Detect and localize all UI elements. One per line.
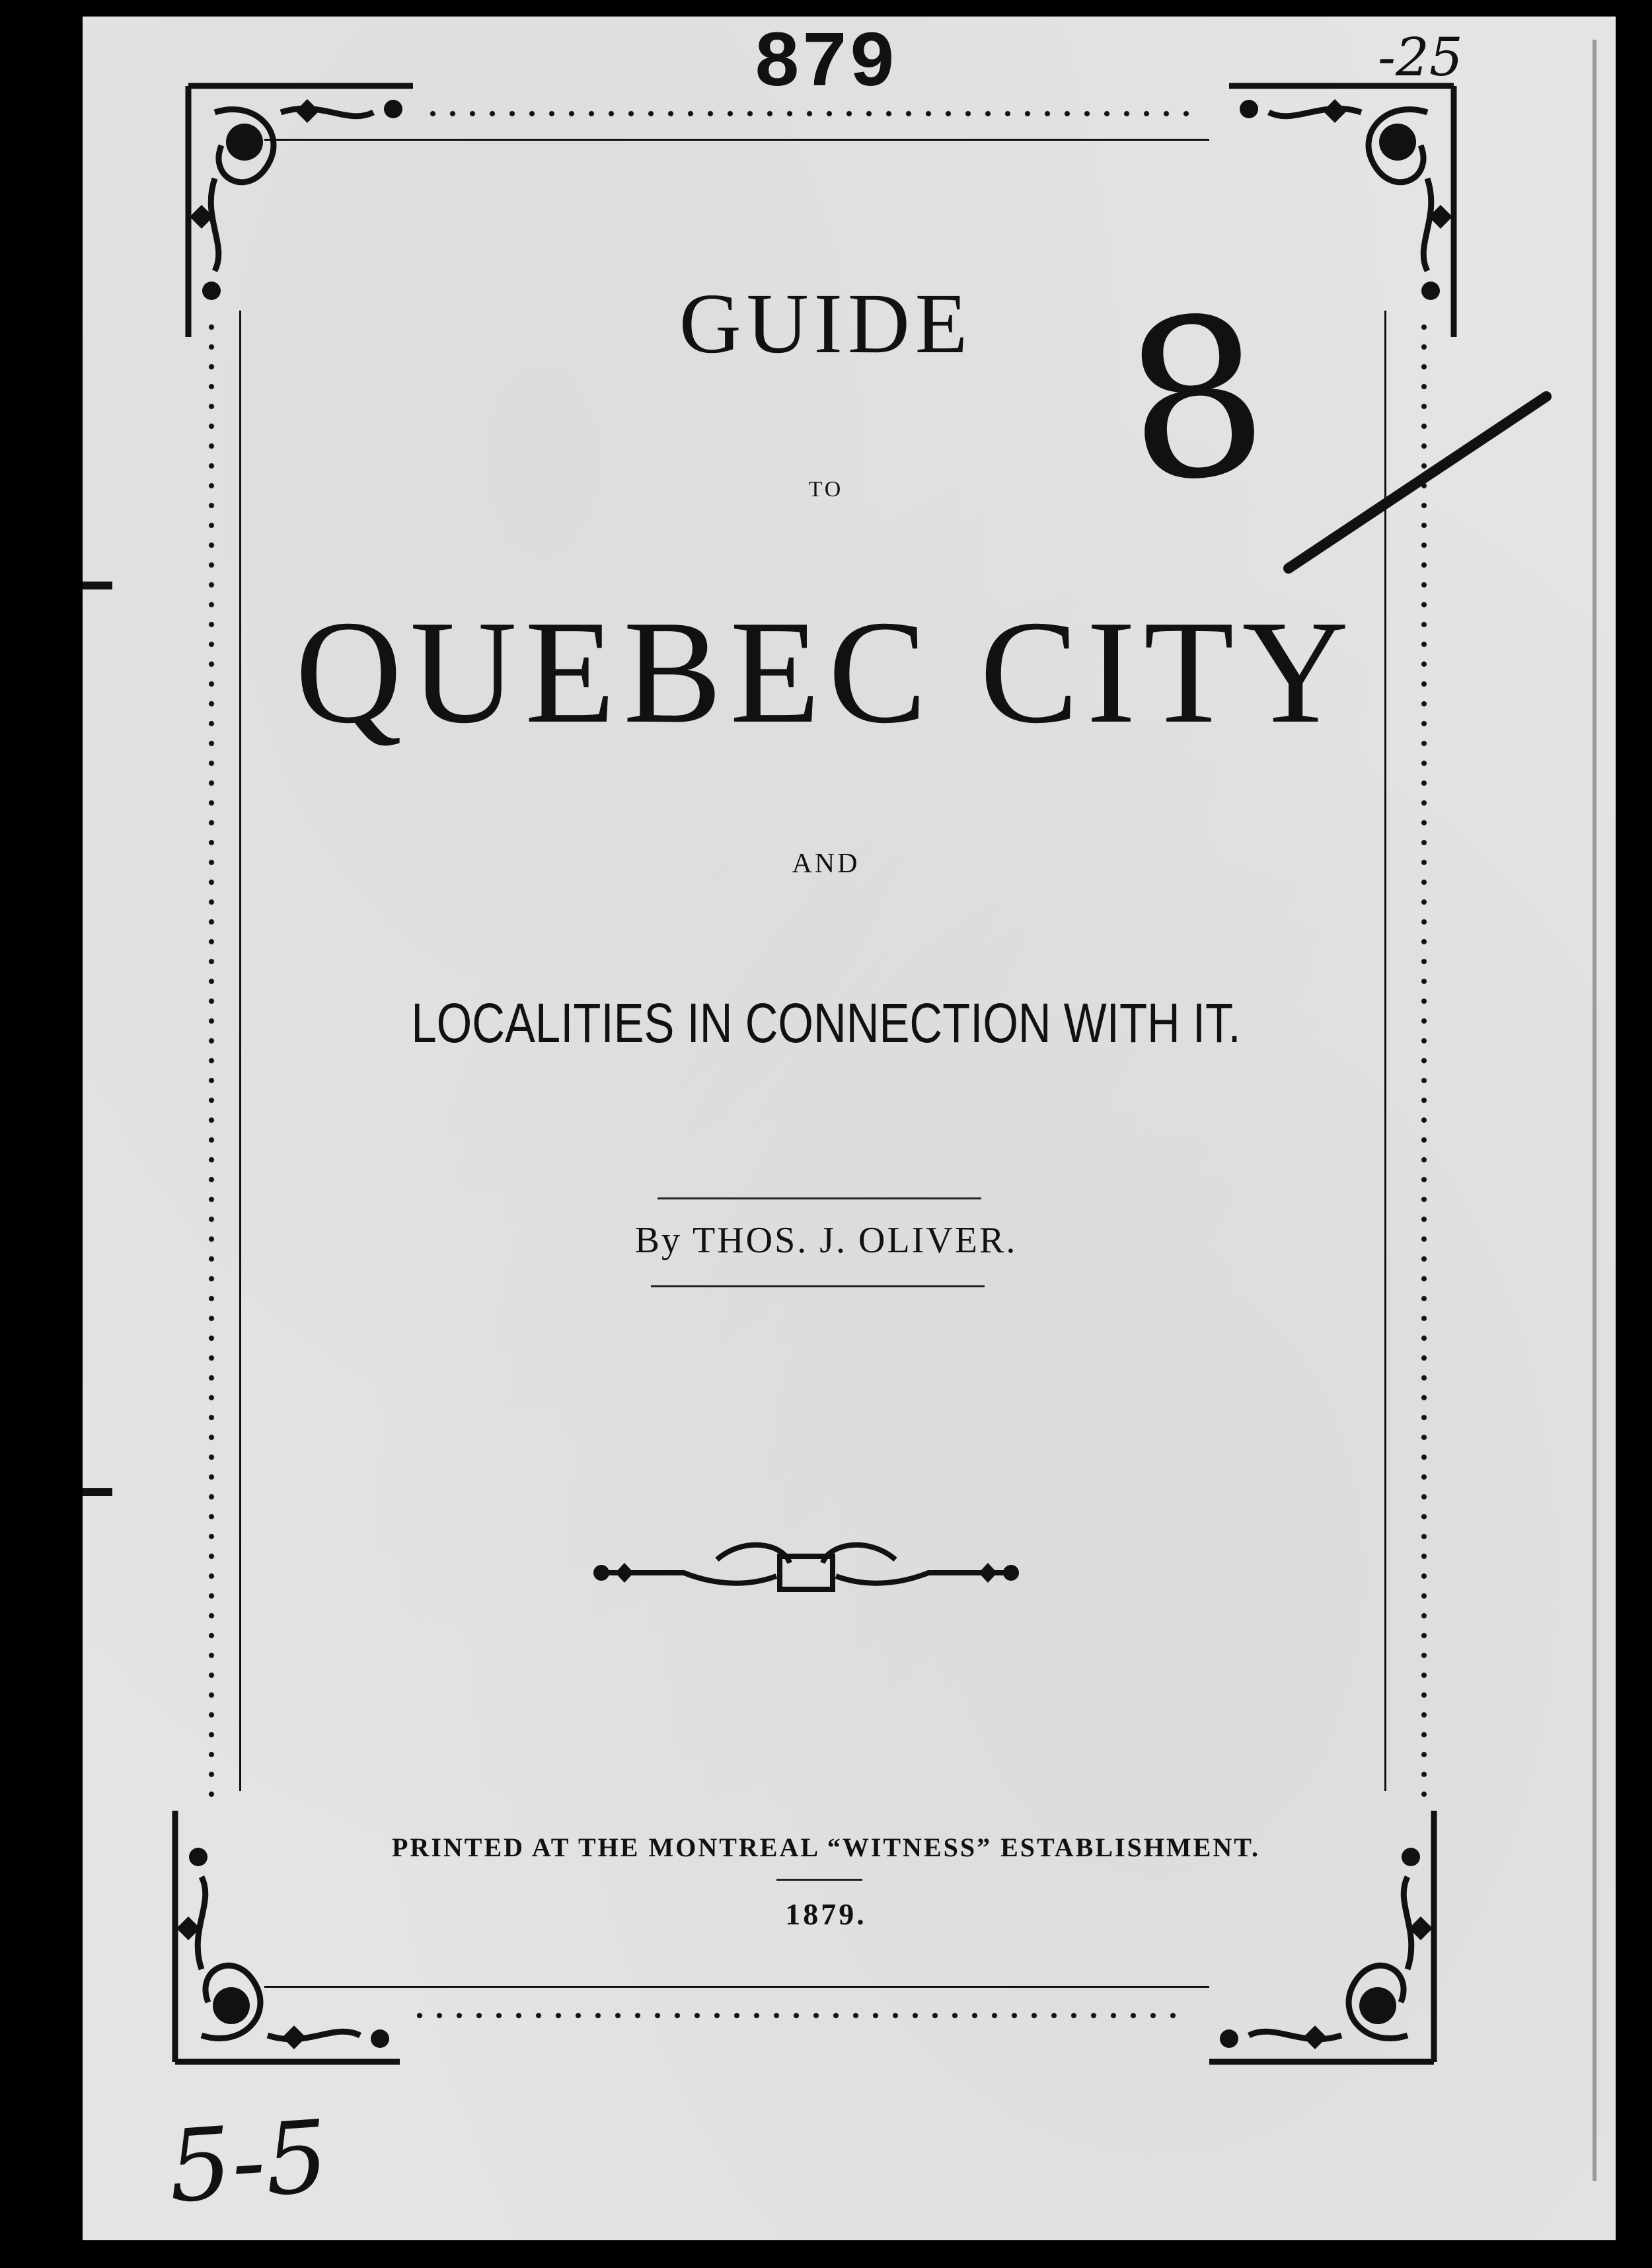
border-left-line [239, 311, 241, 1791]
imprint-line: PRINTED AT THE MONTREAL “WITNESS” ESTABLISHMENT. [392, 1833, 1260, 1862]
imprint-year: 1879. [785, 1897, 867, 1931]
handwritten-shelf-mark: 8 [1113, 266, 1279, 533]
title-guide: GUIDE [679, 276, 973, 371]
author-rule-top [657, 1197, 981, 1199]
catalog-number: 879 [753, 20, 897, 110]
border-top-dots [423, 110, 1203, 117]
binding-mark [83, 582, 112, 589]
scroll-ornament [585, 1523, 1028, 1603]
title-connector-and: AND [792, 849, 860, 879]
title-quebec-city: QUEBEC CITY [295, 590, 1357, 754]
border-left-dots [208, 317, 215, 1797]
imprint-rule [776, 1879, 862, 1881]
title-connector-to: TO [808, 477, 844, 502]
author-line: By THOS. J. OLIVER. [634, 1220, 1018, 1261]
handwritten-slash [1275, 383, 1559, 582]
binding-mark [83, 1488, 112, 1496]
handwritten-bottom-note: 5-5 [165, 2099, 332, 2226]
border-bottom-dots [410, 2012, 1189, 2019]
author-rule-bottom [651, 1285, 985, 1287]
handwritten-corner-note: -25 [1378, 26, 1463, 88]
subtitle: LOCALITIES IN CONNECTION WITH IT. [411, 992, 1241, 1054]
